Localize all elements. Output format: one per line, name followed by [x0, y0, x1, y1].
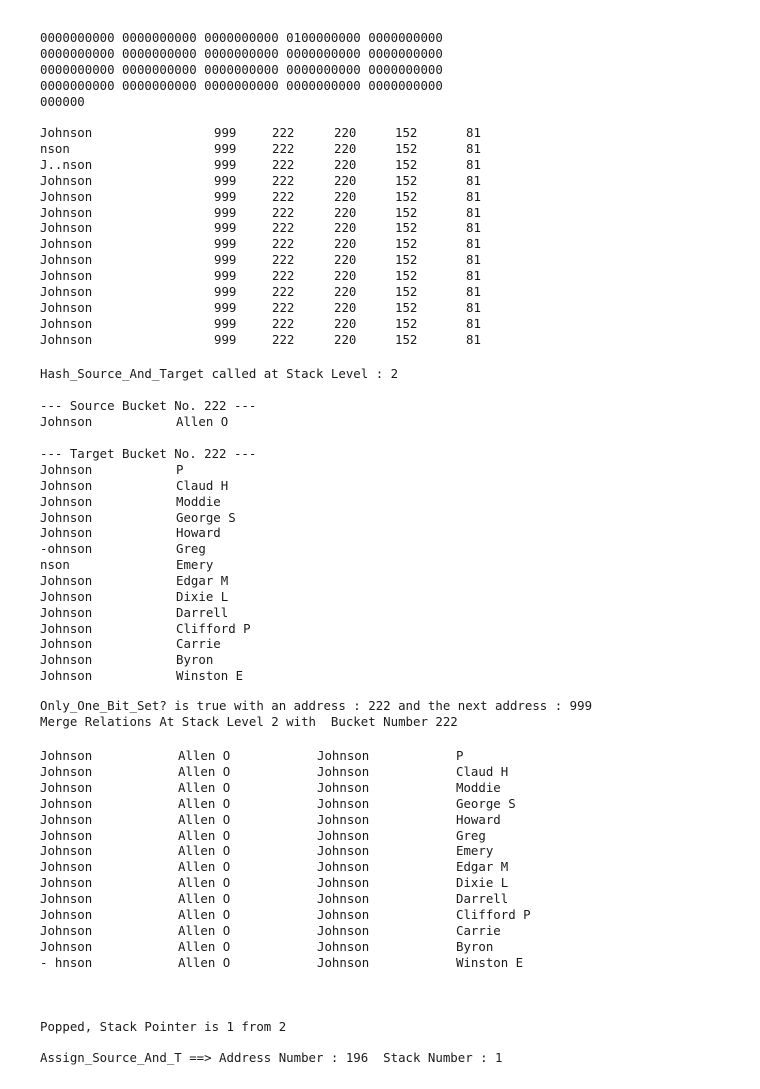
table-cell: Johnson [40, 268, 93, 284]
table-cell: Johnson [40, 236, 93, 252]
table-cell: 81 [466, 252, 481, 268]
table-cell: 220 [334, 204, 357, 220]
table-cell: 152 [395, 268, 418, 284]
table-cell: Johnson [40, 493, 93, 509]
table-cell: 81 [466, 284, 481, 299]
table-cell: Emery [456, 843, 494, 859]
table-cell: Howard [176, 525, 221, 541]
table-cell: Edgar M [176, 572, 229, 588]
assign-line: Assign_Source_And_T ==> Address Number : 196 Stack Number : 1 [40, 1050, 503, 1065]
table-cell: Johnson [40, 779, 93, 795]
table-cell: Allen O [178, 938, 231, 954]
table-cell: 999 [214, 125, 237, 140]
table-cell: Johnson [40, 811, 93, 827]
table-cell: Johnson [40, 188, 93, 204]
table-cell: Allen O [178, 891, 231, 907]
table-cell: 81 [466, 220, 481, 236]
table-cell: 220 [334, 299, 357, 315]
table-cell: Allen O [178, 954, 231, 970]
table-cell: 152 [395, 284, 418, 299]
table-cell: Byron [176, 652, 214, 668]
hash-call-line: Hash_Source_And_Target called at Stack Level : 2 [40, 366, 399, 381]
table-cell: 81 [466, 125, 481, 140]
table-cell: Johnson [317, 938, 370, 954]
table-cell: 222 [272, 188, 295, 204]
table-cell: Johnson [317, 763, 370, 779]
table-cell: 220 [334, 188, 357, 204]
table-cell: 81 [466, 315, 481, 331]
bit-row: 0000000000 0000000000 0000000000 0000000000 0000000000 [40, 46, 443, 61]
table-cell: Greg [176, 541, 206, 557]
table-cell: Johnson [40, 748, 93, 763]
table-cell: 220 [334, 236, 357, 252]
table-cell: 999 [214, 331, 237, 347]
table-cell: 81 [466, 268, 481, 284]
bit-row: 0000000000 0000000000 0000000000 0000000000 0000000000 [40, 62, 443, 77]
table-cell: 220 [334, 220, 357, 236]
table-cell: 81 [466, 156, 481, 172]
table-cell: Johnson [40, 509, 93, 525]
bit-set-line: Only_One_Bit_Set? is true with an address : 222 and the next address : 999 [40, 698, 593, 713]
table-cell: 152 [395, 204, 418, 220]
table-cell: 81 [466, 188, 481, 204]
table-cell: Johnson [40, 827, 93, 843]
table-cell: Johnson [40, 477, 93, 493]
table-cell: George S [456, 795, 516, 811]
table-cell: Edgar M [456, 859, 509, 875]
table-cell: 220 [334, 140, 357, 156]
table-cell: 222 [272, 125, 295, 140]
table-cell: 222 [272, 252, 295, 268]
table-cell: 222 [272, 172, 295, 188]
table-cell: Johnson [317, 954, 370, 970]
table-cell: Greg [456, 827, 486, 843]
table-cell: 220 [334, 172, 357, 188]
table-cell: 152 [395, 315, 418, 331]
table-cell: -ohnson [40, 541, 93, 557]
table-cell: Dixie L [456, 875, 509, 891]
table-cell: Darrell [456, 891, 509, 907]
table-cell: Allen O [178, 907, 231, 922]
table-cell: Johnson [317, 811, 370, 827]
table-cell: 152 [395, 299, 418, 315]
table-cell: Johnson [40, 414, 93, 429]
table-cell: Byron [456, 938, 494, 954]
table-cell: Johnson [40, 859, 93, 875]
table-cell: Johnson [40, 907, 93, 922]
table-cell: Claud H [456, 763, 509, 779]
table-cell: 152 [395, 252, 418, 268]
table-cell: Johnson [40, 220, 93, 236]
table-cell: Johnson [40, 636, 93, 652]
table-cell: Johnson [40, 331, 93, 347]
table-cell: Johnson [317, 843, 370, 859]
table-cell: 999 [214, 236, 237, 252]
table-cell: Allen O [178, 763, 231, 779]
table-cell: George S [176, 509, 236, 525]
table-cell: 220 [334, 252, 357, 268]
table-cell: 999 [214, 299, 237, 315]
table-cell: 220 [334, 156, 357, 172]
table-cell: Johnson [40, 922, 93, 938]
table-cell: Johnson [317, 859, 370, 875]
table-cell: 222 [272, 140, 295, 156]
table-cell: Johnson [40, 315, 93, 331]
table-cell: Johnson [40, 572, 93, 588]
table-cell: Johnson [317, 922, 370, 938]
table-cell: 222 [272, 299, 295, 315]
table-cell: Dixie L [176, 588, 229, 604]
table-cell: Johnson [40, 525, 93, 541]
table-cell: 999 [214, 188, 237, 204]
table-cell: Winston E [176, 668, 244, 684]
table-cell: Johnson [40, 938, 93, 954]
table-cell: 999 [214, 284, 237, 299]
table-cell: 220 [334, 315, 357, 331]
table-cell: 152 [395, 331, 418, 347]
table-cell: nson [40, 557, 70, 573]
table-cell: 81 [466, 140, 481, 156]
table-cell: 152 [395, 172, 418, 188]
table-cell: P [456, 748, 464, 763]
table-cell: Clifford P [176, 620, 251, 636]
table-cell: Johnson [40, 891, 93, 907]
popped-line: Popped, Stack Pointer is 1 from 2 [40, 1019, 287, 1034]
table-cell: Allen O [178, 748, 231, 763]
table-cell: Johnson [40, 125, 93, 140]
table-cell: 222 [272, 220, 295, 236]
table-cell: Johnson [40, 204, 93, 220]
table-cell: 152 [395, 140, 418, 156]
table-cell: 999 [214, 172, 237, 188]
table-cell: 152 [395, 156, 418, 172]
table-cell: P [176, 462, 184, 477]
table-cell: Allen O [178, 859, 231, 875]
table-cell: 81 [466, 172, 481, 188]
table-cell: Moddie [176, 493, 221, 509]
table-cell: Darrell [176, 604, 229, 620]
bit-row: 000000 [40, 94, 85, 109]
table-cell: Johnson [40, 172, 93, 188]
table-cell: 220 [334, 284, 357, 299]
table-cell: - hnson [40, 954, 93, 970]
table-cell: 81 [466, 204, 481, 220]
table-cell: 222 [272, 204, 295, 220]
table-cell: 999 [214, 268, 237, 284]
merge-relations-line: Merge Relations At Stack Level 2 with Bucket Number 222 [40, 714, 458, 729]
table-cell: Carrie [456, 922, 501, 938]
table-cell: Moddie [456, 779, 501, 795]
table-cell: Johnson [317, 875, 370, 891]
table-cell: 222 [272, 268, 295, 284]
table-cell: Johnson [40, 763, 93, 779]
table-cell: 152 [395, 236, 418, 252]
table-cell: Johnson [317, 748, 370, 763]
table-cell: 222 [272, 156, 295, 172]
table-cell: 999 [214, 252, 237, 268]
target-bucket-header: --- Target Bucket No. 222 --- [40, 446, 257, 461]
table-cell: Johnson [40, 588, 93, 604]
table-cell: 222 [272, 236, 295, 252]
table-cell: Johnson [40, 843, 93, 859]
table-cell: 81 [466, 236, 481, 252]
bit-row: 0000000000 0000000000 0000000000 0000000000 0000000000 [40, 78, 443, 93]
table-cell: Claud H [176, 477, 229, 493]
table-cell: Allen O [178, 827, 231, 843]
table-cell: Johnson [317, 827, 370, 843]
table-cell: 81 [466, 299, 481, 315]
table-cell: Clifford P [456, 907, 531, 922]
table-cell: Johnson [40, 284, 93, 299]
table-cell: 222 [272, 315, 295, 331]
table-cell: 999 [214, 204, 237, 220]
table-cell: nson [40, 140, 70, 156]
bit-row: 0000000000 0000000000 0000000000 0100000000 0000000000 [40, 30, 443, 45]
table-cell: Carrie [176, 636, 221, 652]
table-cell: Johnson [40, 462, 93, 477]
table-cell: Johnson [40, 652, 93, 668]
table-cell: 220 [334, 331, 357, 347]
table-cell: 220 [334, 268, 357, 284]
table-cell: Allen O [178, 843, 231, 859]
table-cell: 999 [214, 315, 237, 331]
table-cell: Emery [176, 557, 214, 573]
table-cell: Johnson [40, 668, 93, 684]
table-cell: 152 [395, 188, 418, 204]
table-cell: Allen O [178, 811, 231, 827]
table-cell: 999 [214, 220, 237, 236]
table-cell: Allen O [176, 414, 229, 429]
table-cell: Johnson [40, 875, 93, 891]
table-cell: Allen O [178, 795, 231, 811]
table-cell: J..nson [40, 156, 93, 172]
table-cell: Allen O [178, 922, 231, 938]
table-cell: 152 [395, 220, 418, 236]
table-cell: 222 [272, 331, 295, 347]
table-cell: Allen O [178, 779, 231, 795]
table-cell: Allen O [178, 875, 231, 891]
table-cell: 999 [214, 156, 237, 172]
table-cell: 999 [214, 140, 237, 156]
table-cell: Johnson [317, 795, 370, 811]
table-cell: Johnson [317, 907, 370, 922]
table-cell: Johnson [40, 604, 93, 620]
table-cell: Johnson [317, 779, 370, 795]
table-cell: Johnson [40, 299, 93, 315]
table-cell: 81 [466, 331, 481, 347]
table-cell: Johnson [40, 252, 93, 268]
table-cell: Howard [456, 811, 501, 827]
table-cell: Johnson [40, 620, 93, 636]
source-bucket-header: --- Source Bucket No. 222 --- [40, 398, 257, 413]
table-cell: 152 [395, 125, 418, 140]
table-cell: 222 [272, 284, 295, 299]
table-cell: Johnson [40, 795, 93, 811]
table-cell: 220 [334, 125, 357, 140]
table-cell: Johnson [317, 891, 370, 907]
table-cell: Winston E [456, 954, 524, 970]
